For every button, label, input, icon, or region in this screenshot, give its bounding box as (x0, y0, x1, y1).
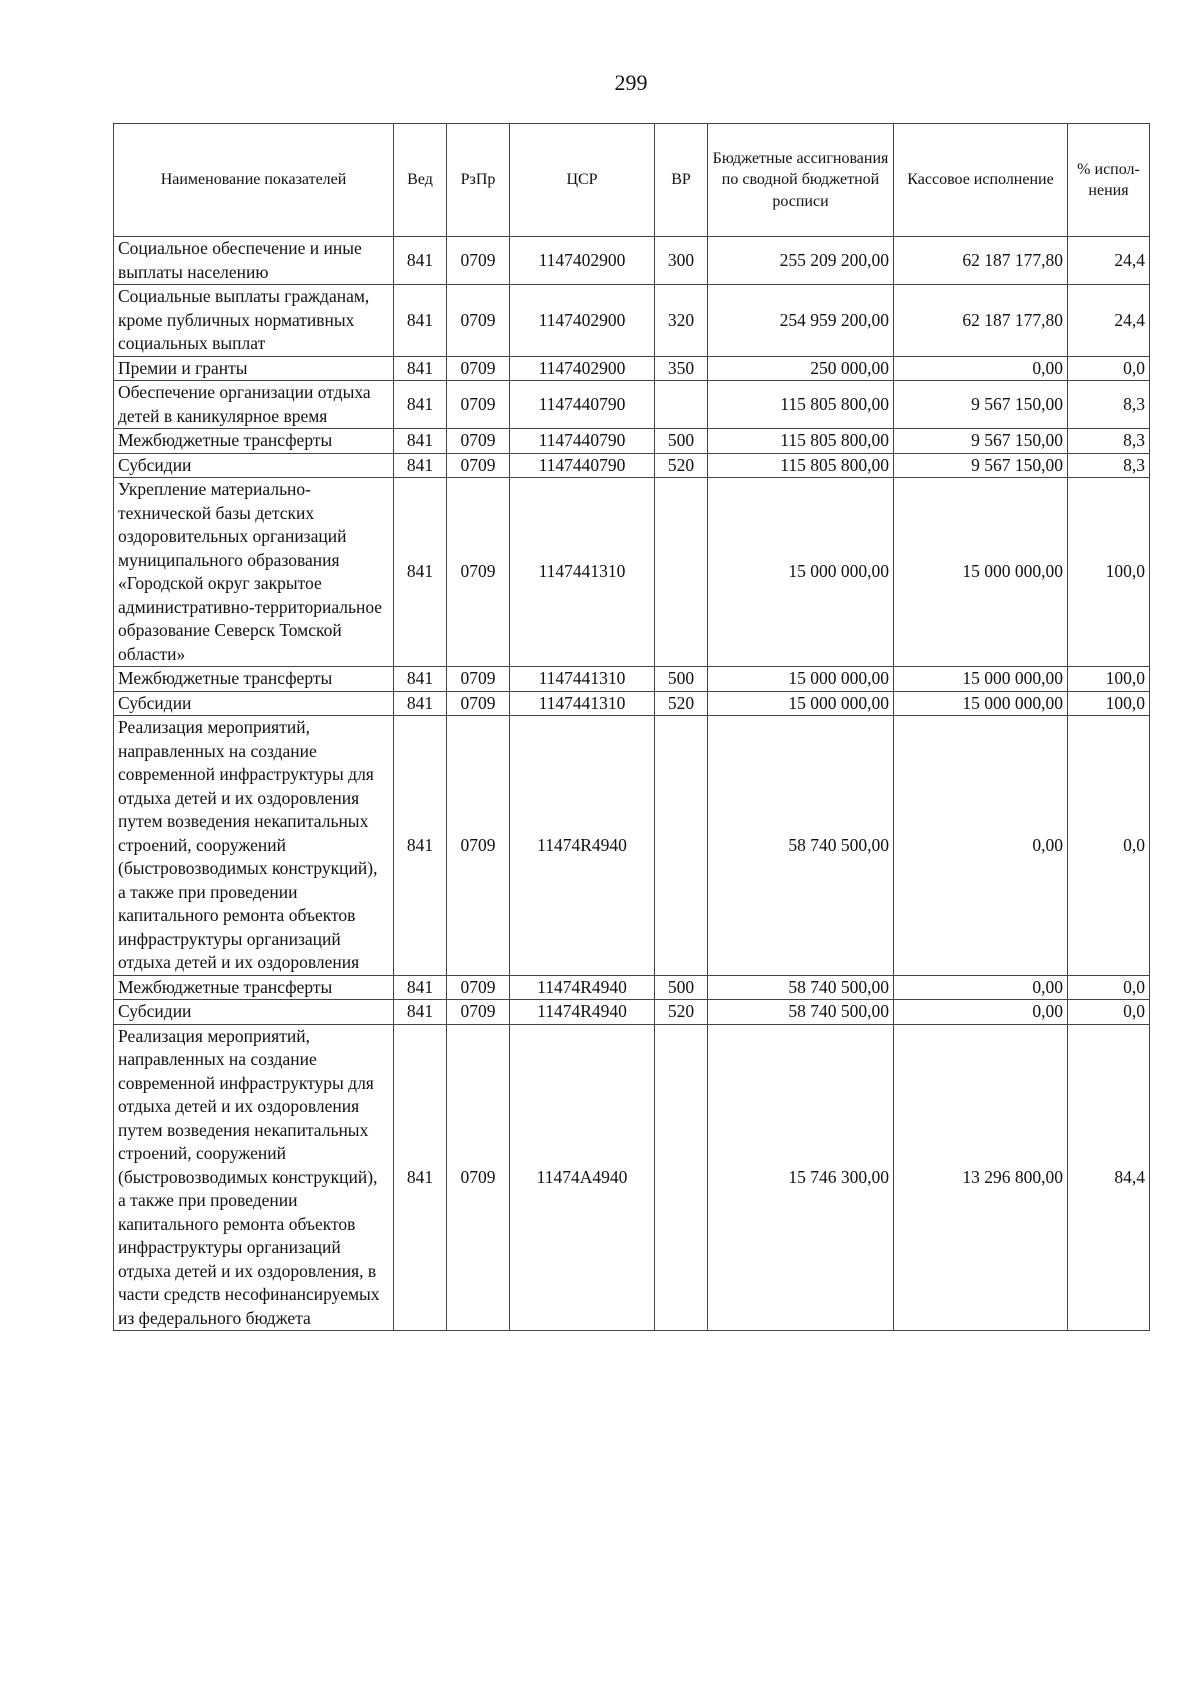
cell-name: Субсидии (114, 1000, 394, 1025)
table-row (114, 691, 1150, 716)
cell-percent: 0,0 (1068, 1000, 1150, 1025)
table-row (114, 356, 1150, 381)
cell-cash: 13 296 800,00 (894, 1024, 1068, 1331)
cell-name: Межбюджетные трансферты (114, 975, 394, 1000)
cell-budget: 115 805 800,00 (708, 429, 894, 454)
cell-csr: 1147402900 (510, 237, 655, 285)
cell-rzpr: 0709 (447, 1000, 510, 1025)
cell-ved: 841 (394, 478, 447, 667)
cell-percent: 0,0 (1068, 975, 1150, 1000)
cell-name: Реализация мероприятий, направленных на создание современной инфраструктуры для отдыха детей и их оздоровления путем возведения некапитальных строений, сооружений (быстровозводимых конструкций), а также при проведении капитального ремонта объектов инфраструктуры организаций отдыха детей и их оздоровления (114, 716, 394, 976)
cell-cash: 62 187 177,80 (894, 285, 1068, 357)
cell-ved: 841 (394, 237, 447, 285)
table-row (114, 1024, 1150, 1331)
cell-ved: 841 (394, 285, 447, 357)
cell-percent: 0,0 (1068, 716, 1150, 976)
cell-csr: 11474R4940 (510, 1000, 655, 1025)
cell-percent: 100,0 (1068, 691, 1150, 716)
table-row (114, 667, 1150, 692)
cell-vr: 500 (655, 429, 708, 454)
cell-rzpr: 0709 (447, 237, 510, 285)
cell-csr: 1147441310 (510, 691, 655, 716)
cell-name: Социальное обеспечение и иные выплаты населению (114, 237, 394, 285)
cell-percent: 24,4 (1068, 285, 1150, 357)
cell-name: Межбюджетные трансферты (114, 429, 394, 454)
cell-budget: 115 805 800,00 (708, 381, 894, 429)
cell-ved: 841 (394, 429, 447, 454)
cell-budget: 255 209 200,00 (708, 237, 894, 285)
header-ved: Вед (394, 124, 447, 237)
cell-budget: 254 959 200,00 (708, 285, 894, 357)
cell-vr (655, 478, 708, 667)
header-budget: Бюджетные ассигнования по сводной бюджетной росписи (708, 124, 894, 237)
cell-cash: 9 567 150,00 (894, 381, 1068, 429)
cell-csr: 1147441310 (510, 478, 655, 667)
table-row (114, 1000, 1150, 1025)
cell-ved: 841 (394, 453, 447, 478)
budget-execution-table (113, 123, 1150, 1331)
cell-rzpr: 0709 (447, 975, 510, 1000)
table-row (114, 716, 1150, 976)
cell-csr: 1147402900 (510, 356, 655, 381)
cell-rzpr: 0709 (447, 285, 510, 357)
cell-budget: 15 000 000,00 (708, 478, 894, 667)
cell-vr (655, 381, 708, 429)
cell-vr: 500 (655, 975, 708, 1000)
header-vr: ВР (655, 124, 708, 237)
cell-vr: 500 (655, 667, 708, 692)
cell-csr: 1147441310 (510, 667, 655, 692)
cell-cash: 0,00 (894, 356, 1068, 381)
cell-percent: 8,3 (1068, 381, 1150, 429)
cell-csr: 1147440790 (510, 429, 655, 454)
cell-csr: 11474R4940 (510, 716, 655, 976)
cell-cash: 9 567 150,00 (894, 429, 1068, 454)
cell-cash: 15 000 000,00 (894, 667, 1068, 692)
cell-vr: 520 (655, 1000, 708, 1025)
header-percent: % испол-нения (1068, 124, 1150, 237)
cell-ved: 841 (394, 691, 447, 716)
cell-budget: 58 740 500,00 (708, 975, 894, 1000)
header-name: Наименование показателей (114, 124, 394, 237)
cell-rzpr: 0709 (447, 691, 510, 716)
cell-vr: 520 (655, 453, 708, 478)
cell-name: Премии и гранты (114, 356, 394, 381)
cell-rzpr: 0709 (447, 453, 510, 478)
cell-rzpr: 0709 (447, 478, 510, 667)
cell-ved: 841 (394, 356, 447, 381)
cell-budget: 250 000,00 (708, 356, 894, 381)
cell-vr (655, 716, 708, 976)
cell-name: Субсидии (114, 691, 394, 716)
table-body (114, 237, 1150, 1331)
cell-vr: 320 (655, 285, 708, 357)
table-row (114, 381, 1150, 429)
cell-budget: 15 000 000,00 (708, 667, 894, 692)
cell-ved: 841 (394, 381, 447, 429)
cell-cash: 0,00 (894, 975, 1068, 1000)
cell-csr: 1147440790 (510, 453, 655, 478)
cell-cash: 15 000 000,00 (894, 478, 1068, 667)
cell-name: Реализация мероприятий, направленных на создание современной инфраструктуры для отдыха детей и их оздоровления путем возведения некапитальных строений, сооружений (быстровозводимых конструкций), а также при проведении капитального ремонта объектов инфраструктуры организаций отдыха детей и их оздоровления, в части средств несофинансируемых из федерального бюджета (114, 1024, 394, 1331)
cell-ved: 841 (394, 975, 447, 1000)
cell-csr: 11474R4940 (510, 975, 655, 1000)
cell-cash: 0,00 (894, 716, 1068, 976)
cell-ved: 841 (394, 1024, 447, 1331)
cell-budget: 115 805 800,00 (708, 453, 894, 478)
cell-rzpr: 0709 (447, 1024, 510, 1331)
cell-percent: 0,0 (1068, 356, 1150, 381)
cell-ved: 841 (394, 716, 447, 976)
cell-ved: 841 (394, 667, 447, 692)
cell-percent: 100,0 (1068, 667, 1150, 692)
table-row (114, 453, 1150, 478)
cell-percent: 84,4 (1068, 1024, 1150, 1331)
cell-vr: 350 (655, 356, 708, 381)
cell-budget: 58 740 500,00 (708, 1000, 894, 1025)
cell-name: Обеспечение организации отдыха детей в каникулярное время (114, 381, 394, 429)
cell-cash: 62 187 177,80 (894, 237, 1068, 285)
table-row (114, 975, 1150, 1000)
table-row (114, 237, 1150, 285)
page-number: 299 (614, 70, 648, 95)
cell-budget: 15 746 300,00 (708, 1024, 894, 1331)
cell-name: Социальные выплаты гражданам, кроме публичных нормативных социальных выплат (114, 285, 394, 357)
cell-rzpr: 0709 (447, 429, 510, 454)
header-rzpr: РзПр (447, 124, 510, 237)
header-csr: ЦСР (510, 124, 655, 237)
table-row (114, 285, 1150, 357)
cell-percent: 100,0 (1068, 478, 1150, 667)
cell-csr: 1147402900 (510, 285, 655, 357)
cell-name: Межбюджетные трансферты (114, 667, 394, 692)
cell-csr: 11474A4940 (510, 1024, 655, 1331)
cell-rzpr: 0709 (447, 381, 510, 429)
table-header-row (114, 124, 1150, 237)
cell-rzpr: 0709 (447, 667, 510, 692)
cell-vr: 300 (655, 237, 708, 285)
cell-rzpr: 0709 (447, 716, 510, 976)
cell-percent: 24,4 (1068, 237, 1150, 285)
cell-cash: 9 567 150,00 (894, 453, 1068, 478)
cell-ved: 841 (394, 1000, 447, 1025)
cell-budget: 58 740 500,00 (708, 716, 894, 976)
cell-csr: 1147440790 (510, 381, 655, 429)
cell-name: Укрепление материально-технической базы детских оздоровительных организаций муниципального образования «Городской округ закрытое административно-территориальное образование Северск Томской области» (114, 478, 394, 667)
table-row (114, 429, 1150, 454)
cell-percent: 8,3 (1068, 429, 1150, 454)
cell-rzpr: 0709 (447, 356, 510, 381)
cell-cash: 15 000 000,00 (894, 691, 1068, 716)
table-row (114, 478, 1150, 667)
cell-percent: 8,3 (1068, 453, 1150, 478)
cell-name: Субсидии (114, 453, 394, 478)
header-cash: Кассовое исполнение (894, 124, 1068, 237)
cell-cash: 0,00 (894, 1000, 1068, 1025)
cell-vr (655, 1024, 708, 1331)
cell-budget: 15 000 000,00 (708, 691, 894, 716)
cell-vr: 520 (655, 691, 708, 716)
